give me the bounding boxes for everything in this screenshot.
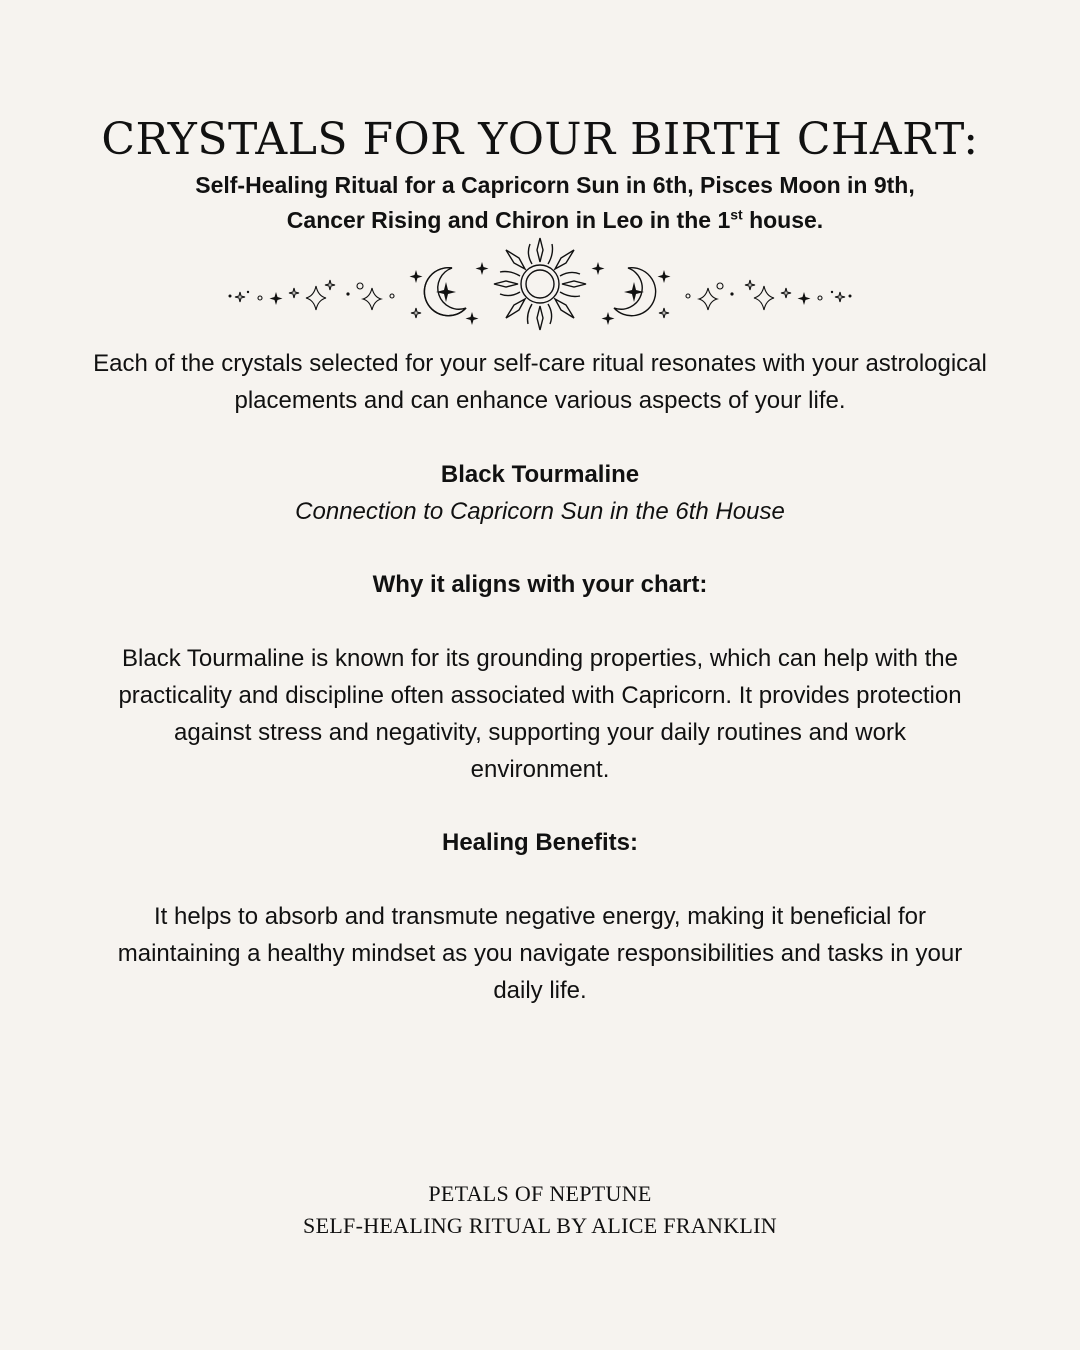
sparkle-star-icon	[235, 292, 245, 302]
sparkle-star-icon	[363, 288, 381, 310]
crystal-name: Black Tourmaline	[440, 461, 640, 488]
subtitle-line-2-end: house.	[742, 207, 824, 233]
sparkle-star-icon	[745, 280, 755, 290]
sparkle-star-icon	[658, 270, 671, 283]
sparkle-star-icon	[476, 262, 489, 275]
page-title: CRYSTALS FOR YOUR BIRTH CHART:	[101, 114, 979, 165]
sparkle-star-icon	[436, 282, 456, 302]
sparkle-star-icon	[659, 308, 669, 318]
sparkle-star-icon	[410, 270, 423, 283]
why-heading: Why it aligns with your chart:	[372, 571, 708, 598]
subtitle-line-1: Self-Healing Ritual for a Capricorn Sun in 6th, Pisces Moon in 9th,	[195, 172, 915, 198]
sparkle-star-icon	[270, 292, 283, 305]
sparkle-star-icon	[306, 286, 326, 310]
sparkle-star-icon	[754, 286, 774, 310]
intro-paragraph: Each of the crystals selected for your self-care ritual resonates with your astrological placements and can enhance various aspects of your life.	[93, 350, 987, 414]
footer-brand: PETALS OF NEPTUNE	[428, 1181, 652, 1206]
sparkle-star-icon	[411, 308, 421, 318]
sparkle-star-icon	[325, 280, 335, 290]
sparkle-star-icon	[466, 312, 479, 325]
sparkle-star-icon	[798, 292, 811, 305]
subtitle-ordinal-suffix: st	[730, 206, 743, 223]
sparkle-star-icon	[289, 288, 299, 298]
sparkle-star-icon	[624, 282, 644, 302]
subtitle-line-2-text: Cancer Rising and Chiron in Leo in the 1	[286, 207, 731, 233]
subtitle-line-2	[140, 203, 970, 238]
benefits-heading: Healing Benefits:	[441, 829, 639, 856]
sun-icon	[494, 238, 586, 330]
sparkle-star-icon	[835, 292, 845, 302]
celestial-divider	[220, 234, 860, 334]
sparkle-star-icon	[602, 312, 615, 325]
benefits-paragraph: It helps to absorb and transmute negative energy, making it beneficial for maintaining a healthy mindset as you navigate responsibilities and tasks in your daily life.	[117, 903, 963, 1004]
footer-credit: SELF-HEALING RITUAL BY ALICE FRANKLIN	[303, 1213, 777, 1238]
why-paragraph: Black Tourmaline is known for its grounding properties, which can help with the practicality and discipline often associated with Capricorn. It provides protection against stress and negativity, supporting your daily routines and work environment.	[118, 645, 962, 783]
page-subtitle	[140, 168, 970, 238]
crystal-connection: Connection to Capricorn Sun in the 6th House	[295, 498, 785, 525]
sparkle-star-icon	[592, 262, 605, 275]
sparkle-star-icon	[781, 288, 791, 298]
sparkle-star-icon	[699, 288, 717, 310]
